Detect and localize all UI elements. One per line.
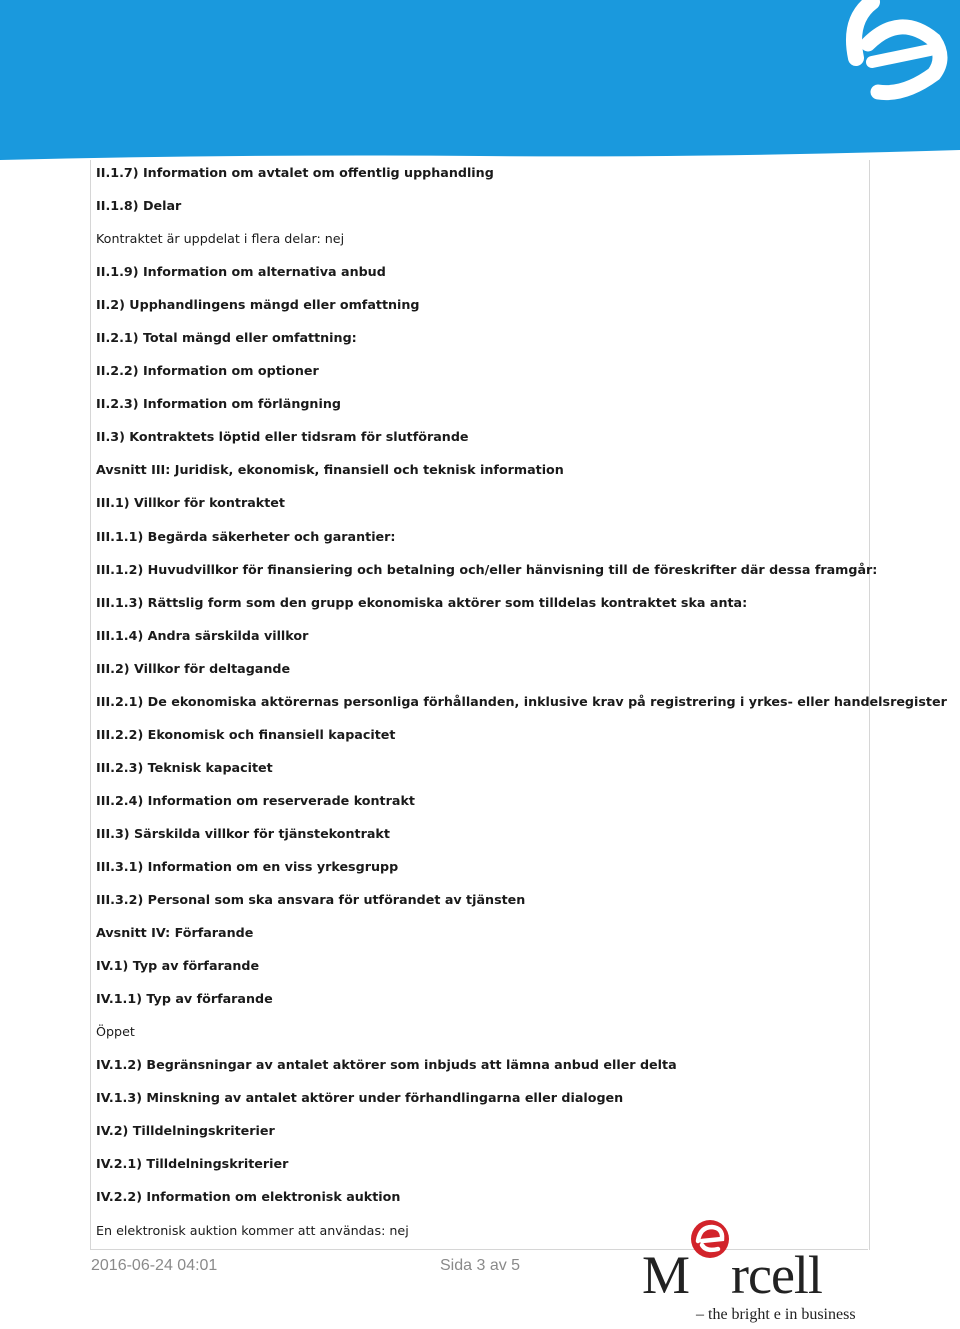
document-body — [96, 163, 947, 1254]
section-heading: IV.1) Typ av förfarande — [96, 958, 260, 974]
section-heading: III.2.4) Information om reserverade kontrakt — [96, 792, 415, 808]
section-heading: III.1.2) Huvudvillkor för finansiering och betalning och/eller hänvisning till de föreskrifter där dessa framgår: — [96, 561, 878, 577]
logo-wordmark-post: rcell — [731, 1245, 822, 1305]
page-number: Sida 3 av 5 — [440, 1257, 521, 1274]
logo-wordmark — [642, 1244, 822, 1306]
section-text: En elektronisk auktion kommer att användas: nej — [96, 1222, 409, 1238]
section-heading: IV.2.2) Information om elektronisk auktion — [96, 1189, 401, 1205]
section-heading: III.1.3) Rättslig form som den grupp ekonomiska aktörer som tilldelas kontraktet ska anta: — [96, 594, 748, 610]
section-heading: II.2) Upphandlingens mängd eller omfattning — [96, 297, 420, 313]
section-text: Öppet — [96, 1024, 135, 1040]
mercell-logo — [642, 1245, 872, 1329]
section-heading: II.2.2) Information om optioner — [96, 363, 319, 379]
section-heading: IV.1.2) Begränsningar av antalet aktörer som inbjuds att lämna anbud eller delta — [96, 1057, 677, 1073]
section-heading: IV.2) Tilldelningskriterier — [96, 1123, 275, 1139]
section-heading: IV.2.1) Tilldelningskriterier — [96, 1156, 289, 1172]
section-heading: III.1.4) Andra särskilda villkor — [96, 627, 309, 643]
logo-wordmark-pre: M — [642, 1245, 690, 1305]
section-heading: IV.1.1) Typ av förfarande — [96, 991, 273, 1007]
section-heading: III.2.2) Ekonomisk och finansiell kapacitet — [96, 726, 396, 742]
section-heading: III.2) Villkor för deltagande — [96, 660, 291, 676]
section-heading: III.1.1) Begärda säkerheter och garantier: — [96, 528, 396, 544]
section-heading: II.1.7) Information om avtalet om offentlig upphandling — [96, 165, 494, 180]
section-heading: II.1.8) Delar — [96, 198, 182, 214]
section-heading: Avsnitt IV: Förfarande — [96, 925, 254, 941]
section-heading: III.1) Villkor för kontraktet — [96, 495, 285, 511]
section-heading: II.2.1) Total mängd eller omfattning: — [96, 330, 357, 346]
section-heading: III.3.2) Personal som ska ansvara för utförandet av tjänsten — [96, 892, 526, 908]
section-heading: III.3) Särskilda villkor för tjänstekontrakt — [96, 825, 390, 841]
section-heading: Avsnitt III: Juridisk, ekonomisk, finansiell och teknisk information — [96, 462, 564, 478]
section-text: Kontraktet är uppdelat i flera delar: nej — [96, 231, 345, 247]
section-heading: II.2.3) Information om förlängning — [96, 396, 341, 412]
section-heading: II.1.9) Information om alternativa anbud — [96, 264, 386, 280]
section-heading: III.3.1) Information om en viss yrkesgrupp — [96, 858, 399, 874]
section-heading: III.2.3) Teknisk kapacitet — [96, 759, 273, 775]
section-heading: III.2.1) De ekonomiska aktörernas personliga förhållanden, inklusive krav på registrering i yrkes- eller handelsregister — [96, 693, 947, 709]
header-banner — [0, 0, 960, 160]
section-heading: II.3) Kontraktets löptid eller tidsram för slutförande — [96, 429, 469, 445]
footer-date: 2016-06-24 04:01 — [91, 1257, 218, 1274]
section-heading: IV.1.3) Minskning av antalet aktörer under förhandlingarna eller dialogen — [96, 1090, 624, 1106]
logo-tagline: – the bright e in business — [696, 1306, 856, 1323]
logo-e-icon — [690, 1253, 730, 1293]
